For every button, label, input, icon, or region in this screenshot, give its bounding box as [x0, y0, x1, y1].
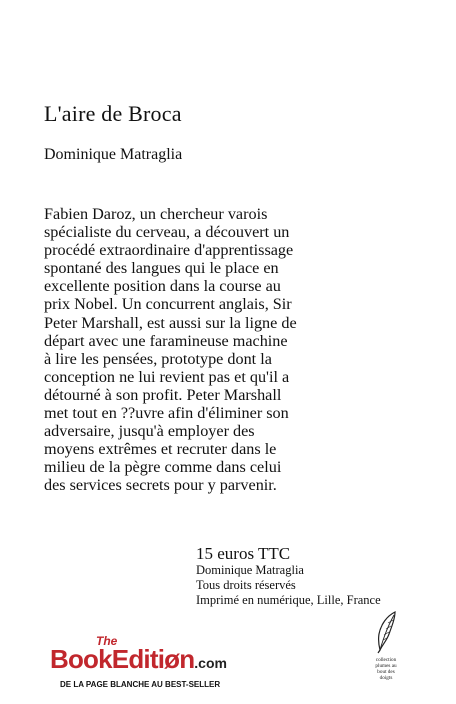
blurb-line: milieu de la pègre comme dans celui	[44, 458, 282, 477]
blurb-line: adversaire, jusqu'à employer des	[44, 422, 255, 441]
print-location: Imprimé en numérique, Lille, France	[196, 593, 381, 607]
logo-wordmark	[50, 644, 227, 675]
rights-notice: Tous droits réservés	[196, 578, 296, 592]
book-author: Dominique Matraglia	[44, 146, 183, 163]
blurb-line: Peter Marshall, est aussi sur la ligne de	[44, 313, 297, 332]
feather-quill-icon	[371, 610, 401, 654]
collection-line: bout des	[377, 669, 395, 675]
imprint-author: Dominique Matraglia	[196, 563, 304, 577]
collection-emblem	[366, 610, 406, 681]
collection-text	[366, 657, 406, 681]
logo-tagline: DE LA PAGE BLANCHE AU BEST-SELLER	[60, 680, 221, 689]
logo-the: The	[96, 634, 118, 648]
imprint-block	[196, 544, 381, 608]
blurb-line: met tout en ??uvre afin d'éliminer son	[44, 404, 289, 423]
collection-line: doigts	[379, 675, 393, 681]
blurb-line: spontané des langues qui le place en	[44, 259, 279, 278]
blurb-line: spécialiste du cerveau, a découvert un	[44, 223, 290, 242]
blurb-line: des services secrets pour y parvenir.	[44, 476, 277, 495]
collection-line: plumes au	[375, 663, 397, 669]
collection-line: collection	[375, 657, 397, 663]
book-blurb	[44, 205, 424, 495]
logo-domain: .com	[194, 655, 227, 671]
blurb-line: procédé extraordinaire d'apprentissage	[44, 241, 294, 260]
logo-word: BookEditiøn	[50, 644, 195, 674]
blurb-line: conception ne lui revient pas et qu'il a	[44, 367, 290, 386]
price: 15 euros TTC	[196, 544, 291, 563]
blurb-line: prix Nobel. Un concurrent anglais, Sir	[44, 295, 292, 314]
blurb-line: Fabien Daroz, un chercheur varois	[44, 205, 268, 223]
blurb-line: moyens extrêmes et recruter dans le	[44, 440, 277, 459]
book-title: L'aire de Broca	[44, 101, 182, 126]
blurb-line: à lire les pensées, prototype dont la	[44, 349, 272, 368]
blurb-line: détourné à son profit. Peter Marshall	[44, 385, 282, 404]
blurb-line: excellente position dans la course au	[44, 277, 281, 296]
blurb-line: départ avec une faramineuse machine	[44, 331, 288, 350]
